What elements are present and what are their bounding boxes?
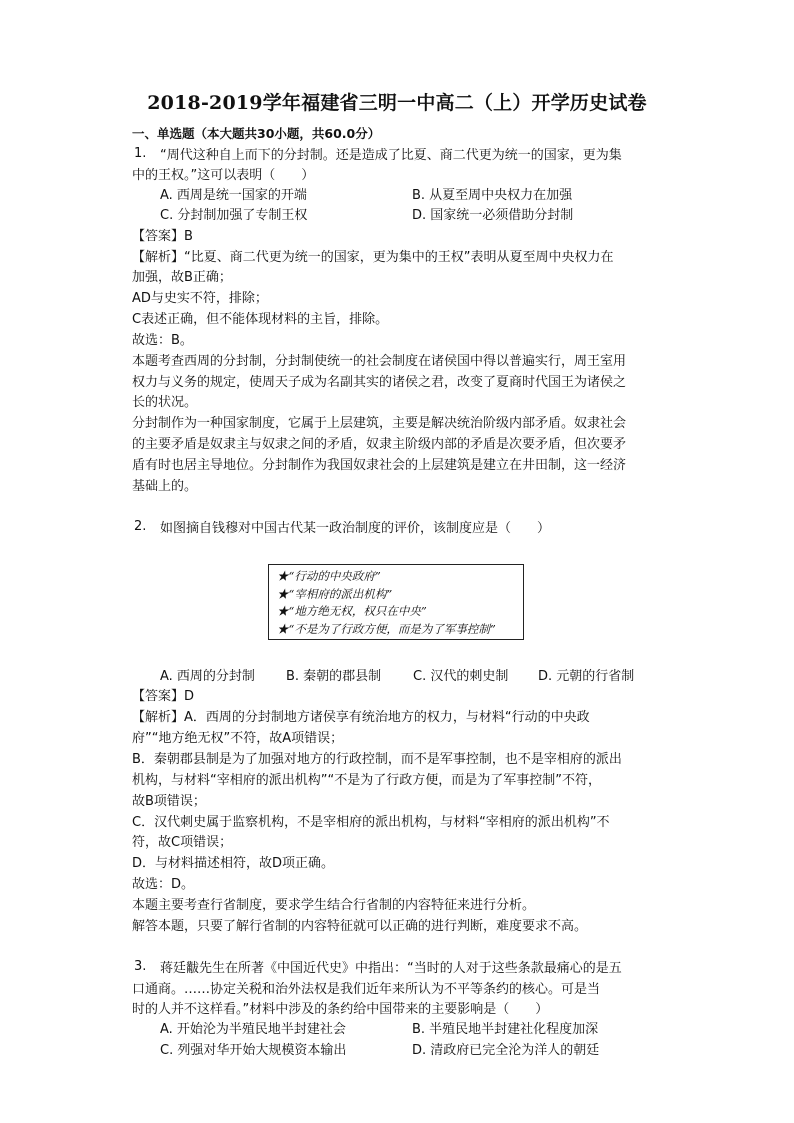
- section-heading: 一、单选题（本大题共30小题，共60.0分）: [132, 126, 381, 141]
- question-number: 2.: [134, 519, 147, 534]
- analysis-line: 【解析】A．西周的分封制地方诸侯享有统治地方的权力，与材料“行动的中央政: [132, 710, 590, 725]
- analysis-line: 机构，与材料“宰相府的派出机构”“不是为了行政方便，而是为了军事控制”不符，: [132, 773, 601, 788]
- quote-line: ★“不是为了行政方便，而是为了军事控制”: [277, 621, 496, 636]
- analysis-line: D．与材料描述相符，故D项正确。: [132, 856, 335, 871]
- question-stem: 口通商。……协定关税和治外法权是我们近年来所认为不平等条约的核心。可是当: [132, 982, 601, 997]
- analysis-line: 故选：D。: [132, 877, 195, 892]
- question-number: 1.: [134, 146, 147, 161]
- option-b: B. 从夏至周中央权力在加强: [412, 188, 573, 203]
- quote-line: ★“宰相府的派出机构”: [277, 586, 393, 601]
- analysis-line: 解答本题，只要了解行省制的内容特征就可以正确的进行判断，难度要求不高。: [132, 919, 588, 934]
- analysis-line: 基础上的。: [132, 479, 198, 494]
- quote-line: ★“行动的中央政府”: [277, 569, 381, 583]
- option-c: C. 列强对华开始大规模资本输出: [160, 1043, 347, 1058]
- analysis-line: C．汉代刺史属于监察机构，不是宰相府的派出机构，与材料“宰相府的派出机构”不: [132, 815, 610, 830]
- question-stem: 中的王权。”这可以表明（ ）: [132, 168, 315, 183]
- option-a: A. 西周是统一国家的开端: [160, 188, 307, 203]
- answer-line: 【答案】D: [132, 689, 195, 704]
- analysis-line: AD与史实不符，排除；: [132, 291, 268, 306]
- analysis-line: 权力与义务的规定，使周天子成为名副其实的诸侯之君，改变了夏商时代国王为诸侯之: [132, 375, 627, 390]
- option-b: B. 秦朝的郡县制: [286, 669, 382, 684]
- analysis-line: 符，故C项错误；: [132, 835, 233, 850]
- analysis-line: 【解析】“比夏、商二代更为统一的国家，更为集中的王权”表明从夏至周中央权力在: [132, 250, 614, 265]
- analysis-line: 盾有时也居主导地位。分封制作为我国奴隶社会的上层建筑是建立在井田制，这一经济: [132, 458, 627, 473]
- option-d: D. 国家统一必须借助分封制: [412, 208, 574, 223]
- option-d: D. 元朝的行省制: [538, 669, 635, 684]
- analysis-line: 分封制作为一种国家制度，它属于上层建筑，主要是解决统治阶级内部矛盾。奴隶社会: [132, 416, 627, 431]
- option-d: D. 清政府已完全沦为洋人的朝廷: [412, 1043, 600, 1058]
- question-stem: 时的人并不这样看。”材料中涉及的条约给中国带来的主要影响是（ ）: [132, 1002, 549, 1017]
- option-a: A. 开始沦为半殖民地半封建社会: [160, 1022, 346, 1037]
- analysis-line: B．秦朝郡县制是为了加强对地方的行政控制，而不是军事控制，也不是宰相府的派出: [132, 752, 622, 767]
- option-a: A. 西周的分封制: [160, 669, 255, 684]
- analysis-line: 故B项错误；: [132, 794, 206, 809]
- analysis-line: C表述正确，但不能体现材料的主旨，排除。: [132, 312, 389, 327]
- quote-line: ★“地方绝无权，权只在中央”: [277, 604, 427, 618]
- question-stem: 如图摘自钱穆对中国古代某一政治制度的评价，该制度应是（ ）: [160, 521, 551, 536]
- analysis-line: 故选：B。: [132, 333, 193, 348]
- analysis-line: 加强，故B正确；: [132, 270, 232, 285]
- option-b: B. 半殖民地半封建社化程度加深: [412, 1022, 599, 1037]
- quote-figure: [268, 564, 524, 640]
- analysis-line: 的主要矛盾是奴隶主与奴隶之间的矛盾，奴隶主阶级内部的矛盾是次要矛盾，但次要矛: [132, 437, 627, 452]
- page-title: 2018-2019学年福建省三明一中高二（上）开学历史试卷: [147, 92, 647, 114]
- question-stem: “周代这种自上而下的分封制。还是造成了比夏、商二代更为统一的国家，更为集: [160, 148, 622, 163]
- analysis-line: 府”“地方绝无权”不符，故A项错误；: [132, 731, 344, 746]
- analysis-line: 长的状况。: [132, 395, 198, 410]
- answer-line: 【答案】B: [132, 229, 193, 244]
- analysis-line: 本题主要考查行省制度，要求学生结合行省制的内容特征来进行分析。: [132, 898, 536, 913]
- option-c: C. 分封制加强了专制王权: [160, 208, 308, 223]
- question-number: 3.: [134, 959, 147, 974]
- analysis-line: 本题考查西周的分封制，分封制使统一的社会制度在诸侯国中得以普遍实行，周王室用: [132, 354, 627, 369]
- question-stem: 蒋廷黻先生在所著《中国近代史》中指出：“当时的人对于这些条款最痛心的是五: [160, 961, 622, 976]
- option-c: C. 汉代的刺史制: [413, 669, 509, 684]
